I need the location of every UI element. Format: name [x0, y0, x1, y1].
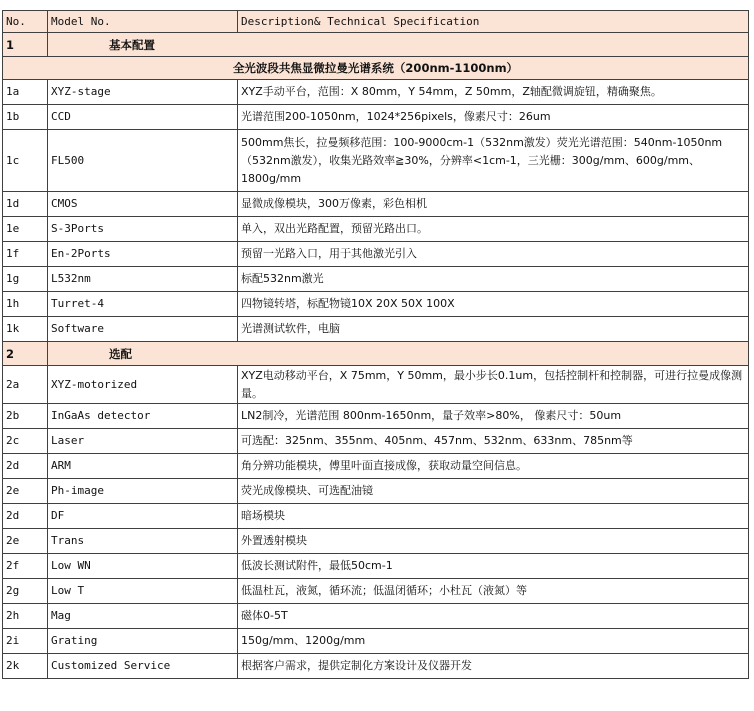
- table-row: [3, 454, 749, 479]
- table-row: [3, 629, 749, 654]
- row-description: 标配532nm激光: [238, 267, 749, 292]
- row-no: 2k: [3, 654, 48, 679]
- row-description: 低温杜瓦，液氮，循环流；低温闭循环；小杜瓦（液氮）等: [238, 579, 749, 604]
- row-model: XYZ-motorized: [48, 366, 238, 404]
- row-description: 暗场模块: [238, 504, 749, 529]
- row-description: 外置透射模块: [238, 529, 749, 554]
- row-description: 显微成像模块，300万像素，彩色相机: [238, 192, 749, 217]
- row-model: Laser: [48, 429, 238, 454]
- row-model: CMOS: [48, 192, 238, 217]
- row-no: 2d: [3, 454, 48, 479]
- row-description: 根据客户需求，提供定制化方案设计及仪器开发: [238, 654, 749, 679]
- row-description: XYZ电动移动平台，X 75mm，Y 50mm，最小步长0.1um，包括控制杆和控制器，可进行拉曼成像测量。: [238, 366, 749, 404]
- row-no: 2h: [3, 604, 48, 629]
- row-description: 光谱范围200-1050nm，1024*256pixels，像素尺寸：26um: [238, 105, 749, 130]
- table-row: [3, 317, 749, 342]
- row-description: 荧光成像模块、可选配油镜: [238, 479, 749, 504]
- row-no: 1b: [3, 105, 48, 130]
- row-description: 单入，双出光路配置，预留光路出口。: [238, 217, 749, 242]
- section-2-no: 2: [3, 342, 48, 366]
- table-row: [3, 404, 749, 429]
- row-model: En-2Ports: [48, 242, 238, 267]
- section-2-title: 选配: [109, 346, 132, 361]
- row-model: InGaAs detector: [48, 404, 238, 429]
- row-description: 四物镜转塔，标配物镜10X 20X 50X 100X: [238, 292, 749, 317]
- row-no: 2g: [3, 579, 48, 604]
- system-title-row: [3, 57, 749, 80]
- row-model: Low WN: [48, 554, 238, 579]
- table-row: [3, 366, 749, 404]
- row-model: L532nm: [48, 267, 238, 292]
- row-description: LN2制冷，光谱范围 800nm-1650nm，量子效率>80%， 像素尺寸：50um: [238, 404, 749, 429]
- row-description: 预留一光路入口，用于其他激光引入: [238, 242, 749, 267]
- table-row: [3, 479, 749, 504]
- header-row: [3, 11, 749, 33]
- row-description: 可选配：325nm、355nm、405nm、457nm、532nm、633nm、785nm等: [238, 429, 749, 454]
- table-row: [3, 529, 749, 554]
- table-row: [3, 217, 749, 242]
- table-row: [3, 604, 749, 629]
- row-no: 1k: [3, 317, 48, 342]
- section-1-title: 基本配置: [109, 37, 155, 52]
- table-row: [3, 429, 749, 454]
- row-no: 1f: [3, 242, 48, 267]
- row-model: ARM: [48, 454, 238, 479]
- table-row: [3, 504, 749, 529]
- row-description: 光谱测试软件，电脑: [238, 317, 749, 342]
- row-no: 2e: [3, 529, 48, 554]
- row-model: Grating: [48, 629, 238, 654]
- row-model: S-3Ports: [48, 217, 238, 242]
- row-model: Low T: [48, 579, 238, 604]
- row-model: Turret-4: [48, 292, 238, 317]
- row-model: Mag: [48, 604, 238, 629]
- table-row: [3, 579, 749, 604]
- row-description: 角分辨功能模块，傅里叶面直接成像，获取动量空间信息。: [238, 454, 749, 479]
- row-model: Ph-image: [48, 479, 238, 504]
- row-no: 2c: [3, 429, 48, 454]
- row-model: Software: [48, 317, 238, 342]
- row-model: FL500: [48, 130, 238, 192]
- row-no: 1d: [3, 192, 48, 217]
- table-row: [3, 267, 749, 292]
- row-model: Trans: [48, 529, 238, 554]
- header-description: Description& Technical Specification: [238, 11, 749, 33]
- row-no: 1h: [3, 292, 48, 317]
- spec-table: [2, 10, 749, 679]
- row-no: 1e: [3, 217, 48, 242]
- row-no: 2b: [3, 404, 48, 429]
- row-no: 2a: [3, 366, 48, 404]
- row-description: 磁体0-5T: [238, 604, 749, 629]
- row-no: 1c: [3, 130, 48, 192]
- row-description: 500mm焦长，拉曼频移范围：100-9000cm-1（532nm激发）荧光光谱范围：540nm-1050nm （532nm激发），收集光路效率≧30%，分辨率<1cm-1，三光栅：300g/mm、600g/mm、1800g/mm: [238, 130, 749, 192]
- table-row: [3, 554, 749, 579]
- system-title: 全光波段共焦显微拉曼光谱系统（200nm-1100nm）: [3, 57, 749, 80]
- row-model: Customized Service: [48, 654, 238, 679]
- table-row: [3, 130, 749, 192]
- table-row: [3, 292, 749, 317]
- table-row: [3, 105, 749, 130]
- row-model: DF: [48, 504, 238, 529]
- row-no: 1g: [3, 267, 48, 292]
- row-description: XYZ手动平台，范围：X 80mm，Y 54mm，Z 50mm，Z轴配微调旋钮，精确聚焦。: [238, 80, 749, 105]
- row-no: 2i: [3, 629, 48, 654]
- section-2-row: [3, 342, 749, 366]
- row-model: XYZ-stage: [48, 80, 238, 105]
- table-row: [3, 192, 749, 217]
- row-no: 2e: [3, 479, 48, 504]
- table-row: [3, 242, 749, 267]
- row-description: 低波长测试附件，最低50cm-1: [238, 554, 749, 579]
- header-model: Model No.: [48, 11, 238, 33]
- section-1-no: 1: [3, 33, 48, 57]
- table-row: [3, 654, 749, 679]
- row-no: 2d: [3, 504, 48, 529]
- row-no: 1a: [3, 80, 48, 105]
- table-row: [3, 80, 749, 105]
- row-no: 2f: [3, 554, 48, 579]
- row-model: CCD: [48, 105, 238, 130]
- row-description: 150g/mm、1200g/mm: [238, 629, 749, 654]
- section-1-row: [3, 33, 749, 57]
- header-no: No.: [3, 11, 48, 33]
